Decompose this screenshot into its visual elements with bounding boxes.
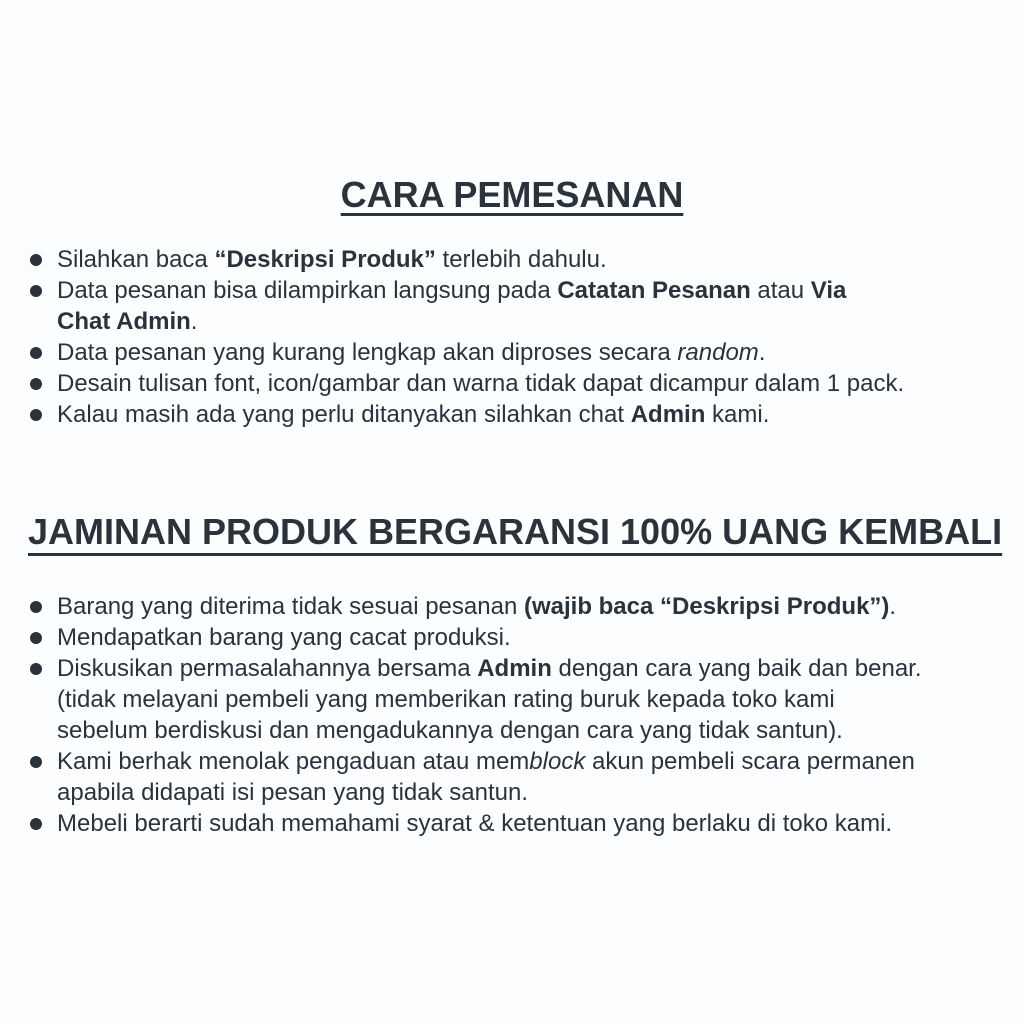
text-run: akun pembeli scara permanen bbox=[585, 748, 915, 775]
jaminan-produk-list bbox=[0, 591, 1024, 839]
text-run: Kami berhak menolak pengaduan atau mem bbox=[57, 748, 530, 775]
text-run: (tidak melayani pembeli yang memberikan rating buruk kepada toko kami bbox=[57, 686, 835, 713]
text-run: Data pesanan bisa dilampirkan langsung pada bbox=[57, 277, 558, 304]
list-item bbox=[30, 337, 1024, 368]
text-run: Via bbox=[810, 277, 847, 304]
list-item bbox=[30, 591, 1024, 622]
section-title-text: CARA PEMESANAN bbox=[340, 174, 684, 215]
bullet-icon bbox=[30, 347, 42, 359]
text-run: Desain tulisan font, icon/gambar dan warna tidak dapat dicampur dalam 1 pack. bbox=[57, 370, 905, 397]
text-run: Catatan Pesanan bbox=[557, 277, 751, 304]
bullet-icon bbox=[30, 663, 42, 675]
text-run: random bbox=[677, 339, 759, 366]
bullet-icon bbox=[30, 285, 42, 297]
bullet-icon bbox=[30, 254, 42, 266]
text-run: dengan cara yang baik dan benar. bbox=[551, 655, 922, 682]
list-item bbox=[30, 808, 1024, 839]
text-run: Diskusikan permasalahannya bersama bbox=[57, 655, 478, 682]
text-run: Chat Admin bbox=[57, 308, 191, 335]
info-poster bbox=[0, 174, 1024, 1024]
list-item bbox=[30, 653, 1024, 746]
bullet-icon bbox=[30, 632, 42, 644]
text-run: Data pesanan yang kurang lengkap akan diproses secara bbox=[57, 339, 678, 366]
text-run: block bbox=[529, 748, 586, 775]
cara-pemesanan-list bbox=[0, 244, 1024, 430]
list-item bbox=[30, 399, 1024, 430]
text-run: Admin bbox=[477, 655, 552, 682]
bullet-icon bbox=[30, 756, 42, 768]
text-run: sebelum berdiskusi dan mengadukannya dengan cara yang tidak santun). bbox=[57, 717, 843, 744]
text-run: atau bbox=[750, 277, 811, 304]
text-run: apabila didapati isi pesan yang tidak santun. bbox=[57, 779, 528, 806]
list-item bbox=[30, 275, 1024, 337]
section-title-cara-pemesanan bbox=[0, 174, 1024, 215]
text-run: Mendapatkan barang yang cacat produksi. bbox=[57, 624, 511, 651]
list-item bbox=[30, 622, 1024, 653]
text-run: terlebih dahulu. bbox=[435, 246, 607, 273]
text-run: “Deskripsi Produk” bbox=[214, 246, 436, 273]
section-title-jaminan-produk bbox=[28, 511, 1024, 552]
text-run: . bbox=[758, 339, 766, 366]
bullet-icon bbox=[30, 818, 42, 830]
bullet-icon bbox=[30, 601, 42, 613]
text-run: . bbox=[190, 308, 198, 335]
text-run: (wajib baca “Deskripsi Produk”) bbox=[523, 593, 890, 620]
list-item bbox=[30, 244, 1024, 275]
bullet-icon bbox=[30, 378, 42, 390]
bullet-icon bbox=[30, 409, 42, 421]
list-item bbox=[30, 368, 1024, 399]
text-run: Barang yang diterima tidak sesuai pesanan bbox=[57, 593, 524, 620]
text-run: . bbox=[889, 593, 897, 620]
text-run: Silahkan baca bbox=[57, 246, 215, 273]
text-run: kami. bbox=[705, 401, 770, 428]
text-run: Admin bbox=[630, 401, 706, 428]
text-run: Kalau masih ada yang perlu ditanyakan silahkan chat bbox=[57, 401, 631, 428]
section-title-text: JAMINAN PRODUK BERGARANSI 100% UANG KEMBALI bbox=[28, 511, 1003, 552]
list-item bbox=[30, 746, 1024, 808]
text-run: Mebeli berarti sudah memahami syarat & ketentuan yang berlaku di toko kami. bbox=[57, 810, 893, 837]
